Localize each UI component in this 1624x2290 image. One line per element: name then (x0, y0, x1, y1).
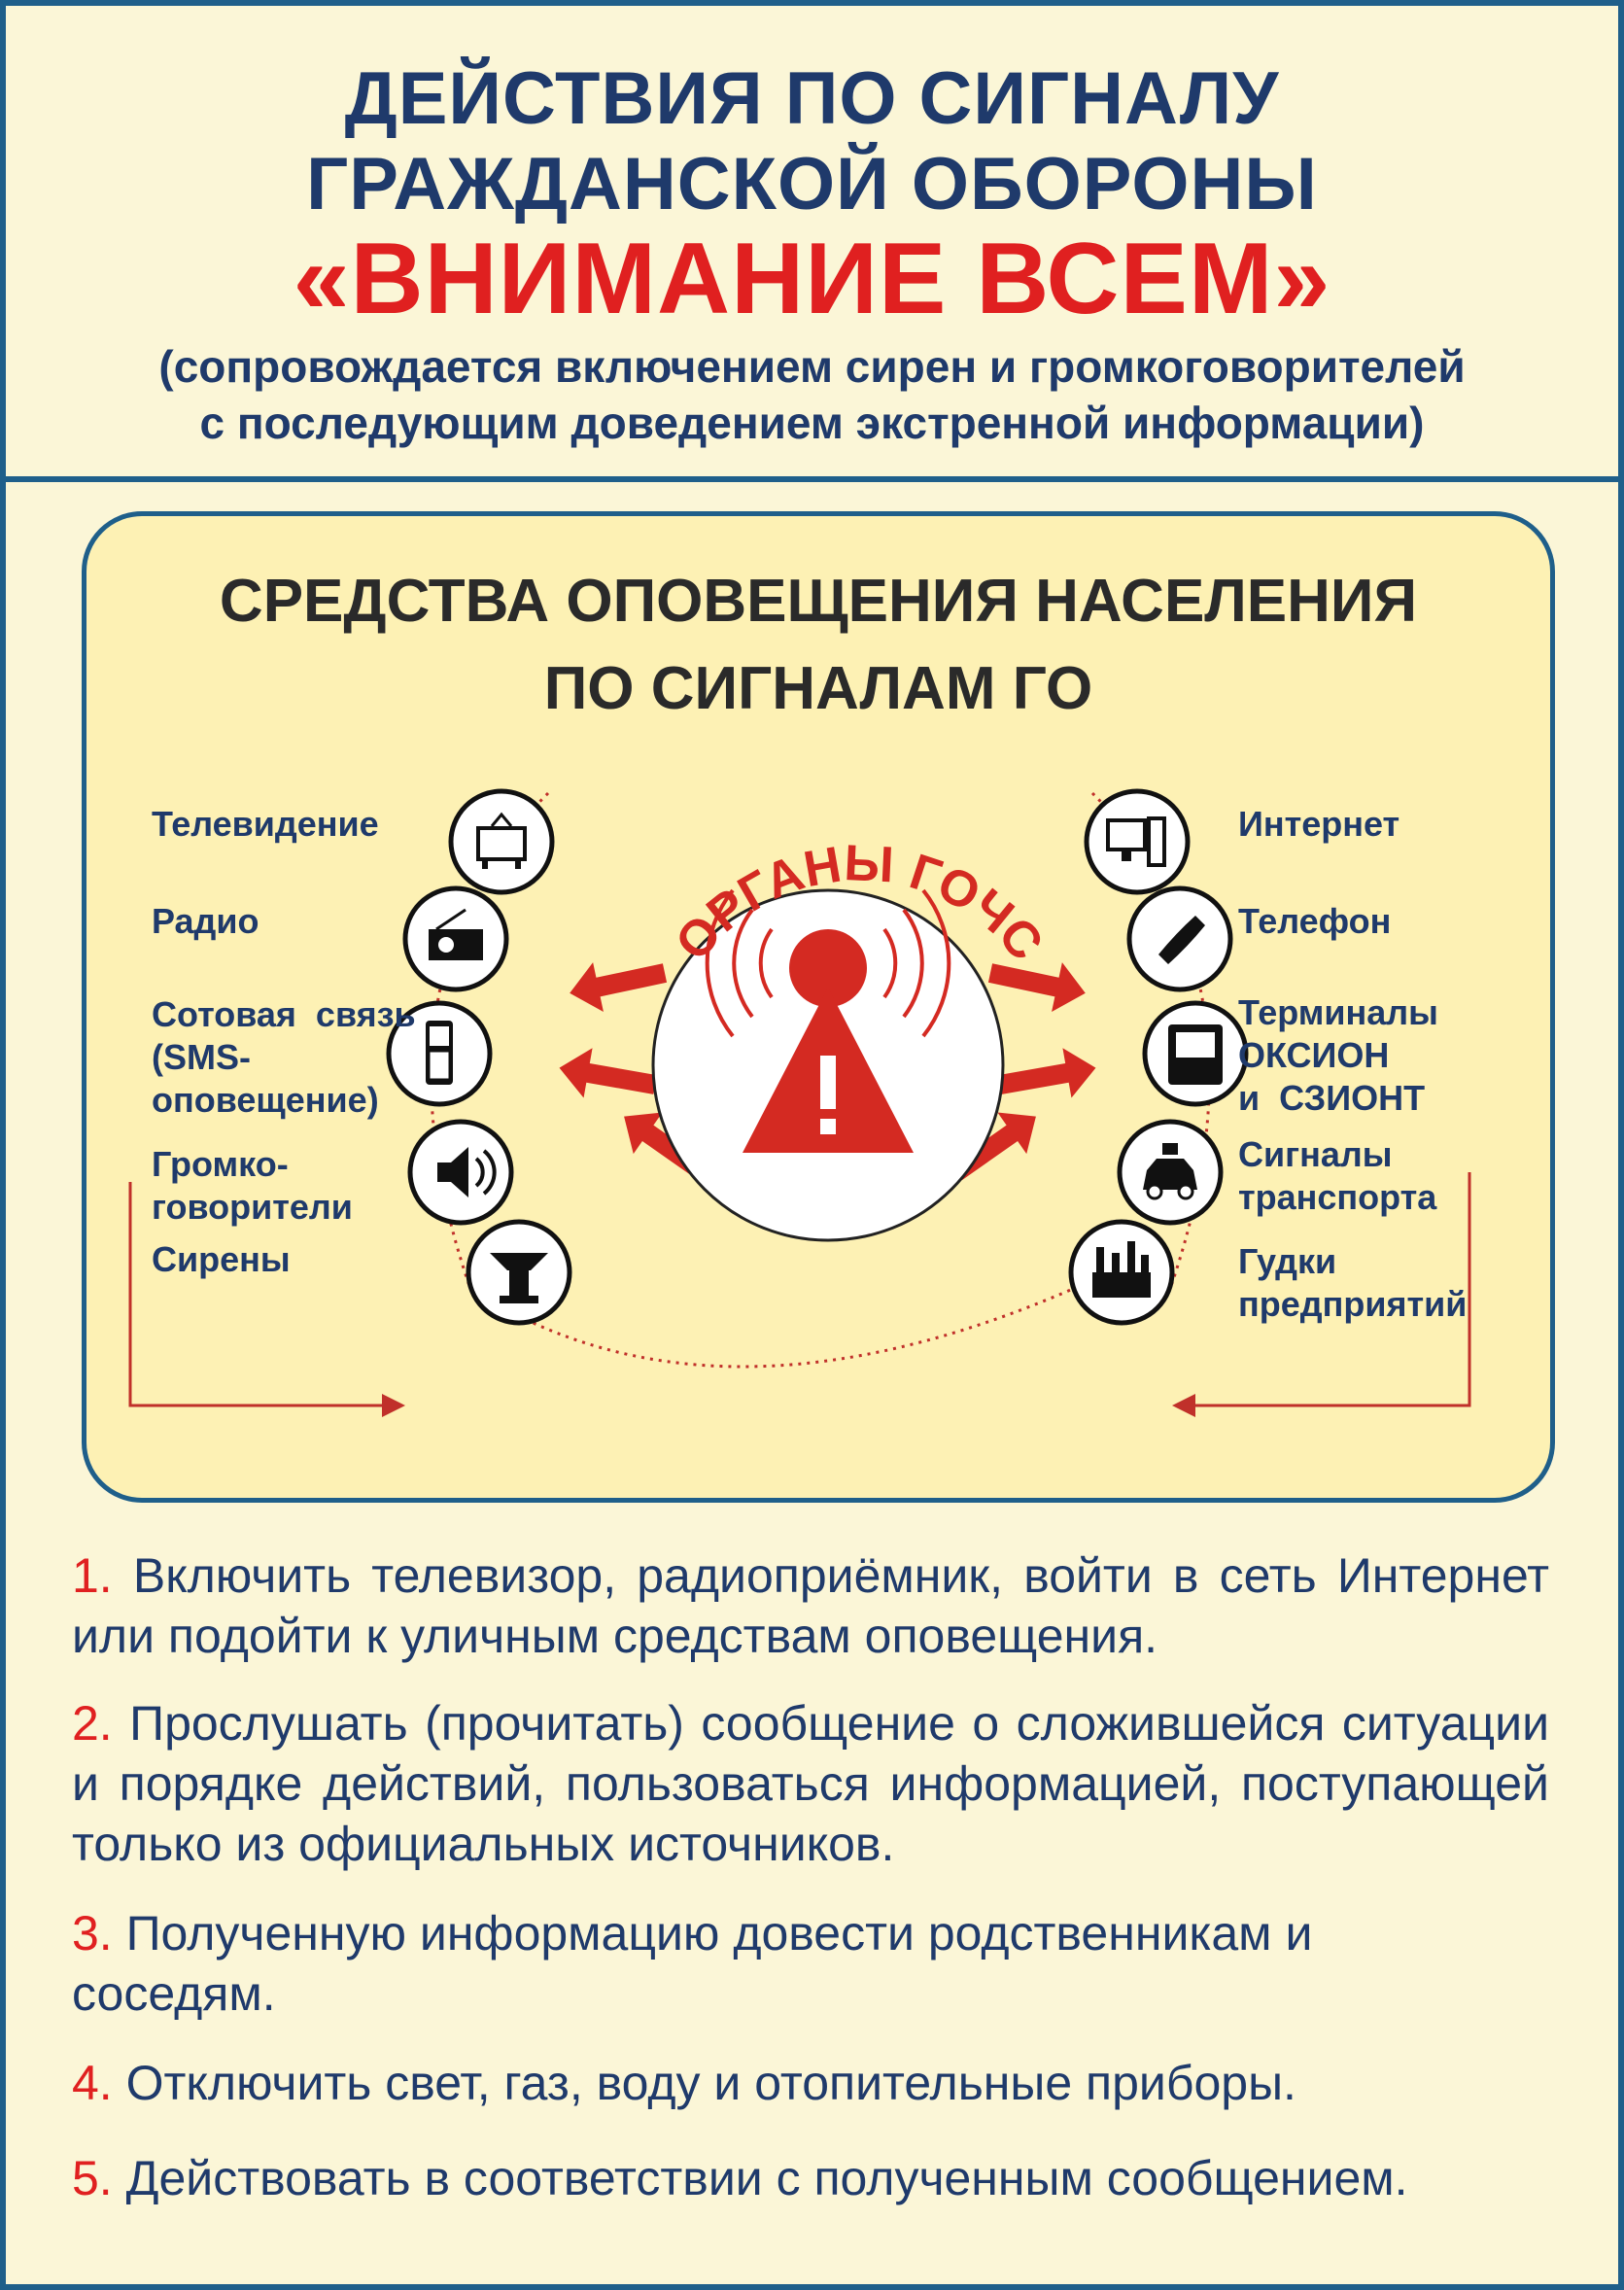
tv-icon (451, 791, 552, 892)
label-loudspeakers: Громко- говорители (152, 1144, 353, 1227)
panel-title-line2: ПО СИГНАЛАМ ГО (543, 655, 1093, 722)
terminal-icon (1145, 1003, 1246, 1104)
label-telephone: Телефон (1238, 901, 1392, 941)
header-title-line1: ДЕЙСТВИЯ ПО СИГНАЛУ (344, 57, 1280, 140)
step-item (72, 2148, 1549, 2208)
label-television: Телевидение (152, 804, 379, 844)
step-number: 4. (72, 2056, 113, 2110)
label-transport-signals: Сигналы транспорта (1238, 1134, 1437, 1217)
panel-title-line1: СРЕДСТВА ОПОВЕЩЕНИЯ НАСЕЛЕНИЯ (219, 568, 1418, 635)
step-text: Полученную информацию довести родственникам и соседям. (72, 1906, 1313, 2021)
step-text: Включить телевизор, радиоприёмник, войти в сеть Интернет или подойти к уличным средствам оповещения. (72, 1548, 1549, 1663)
label-radio: Радио (152, 901, 259, 941)
step-number: 5. (72, 2151, 113, 2205)
telephone-icon (1129, 888, 1230, 989)
header-note-line2: с последующим доведением экстренной информации) (199, 398, 1425, 448)
loudspeaker-icon (410, 1122, 511, 1223)
step-item (72, 1693, 1549, 1874)
header-title-line2: ГРАЖДАНСКОЙ ОБОРОНЫ (306, 143, 1318, 226)
step-number: 3. (72, 1906, 113, 1960)
authority-arc-label: ОРГАНЫ ГОЧС (664, 835, 1054, 972)
step-text: Прослушать (прочитать) сообщение о сложившейся ситуации и порядке действий, пользоваться информацией, поступающей только из официальных источников. (72, 1696, 1549, 1871)
car-signal-icon (1120, 1122, 1221, 1223)
radio-icon (405, 888, 506, 989)
factory-icon (1071, 1222, 1172, 1323)
step-number: 2. (72, 1696, 113, 1751)
header-note-line1: (сопровождается включением сирен и громкоговорителей (158, 341, 1466, 392)
step-item (72, 2053, 1549, 2113)
label-factory-horns: Гудки предприятий (1238, 1241, 1468, 1324)
step-text: Отключить свет, газ, воду и отопительные приборы. (112, 2056, 1296, 2110)
step-number: 1. (72, 1548, 113, 1603)
label-internet: Интернет (1238, 804, 1400, 844)
step-item (72, 1545, 1549, 1666)
siren-icon (468, 1222, 570, 1323)
computer-icon (1087, 791, 1188, 892)
label-sirens: Сирены (152, 1239, 291, 1279)
signal-name: «ВНИМАНИЕ ВСЕМ» (293, 223, 1331, 335)
label-cellular: Сотовая связь (SMS- оповещение) (152, 994, 416, 1120)
step-item (72, 1903, 1413, 2024)
label-terminals: Терминалы ОКСИОН и СЗИОНТ (1238, 992, 1438, 1118)
poster-header (6, 6, 1618, 482)
step-text: Действовать в соответствии с полученным сообщением. (112, 2151, 1408, 2205)
